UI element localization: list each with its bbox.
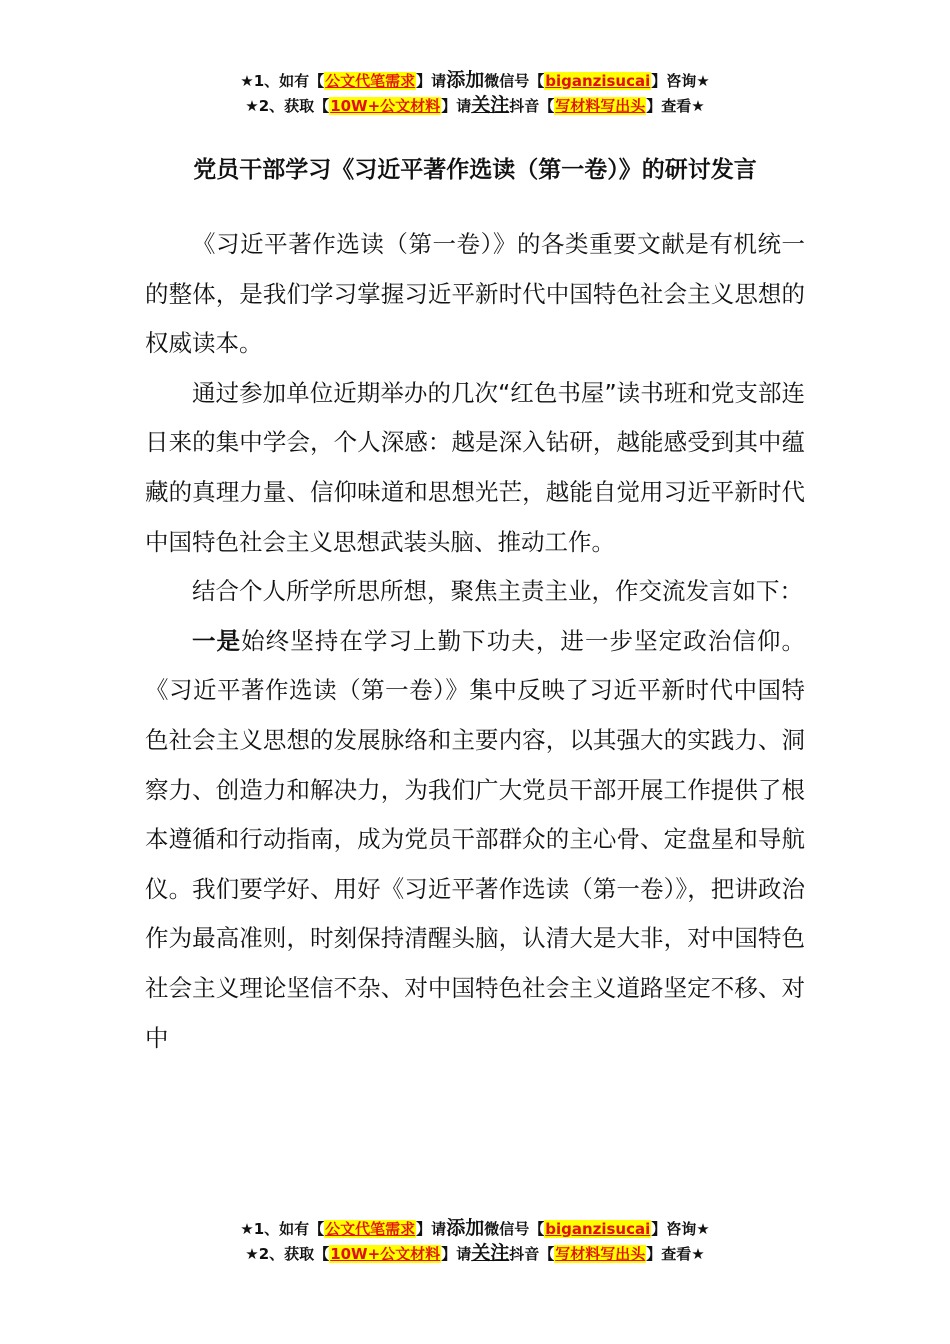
banner-line-1	[0, 68, 950, 93]
banner-highlight-douyin: 写材料写出头	[555, 97, 646, 115]
paragraph	[145, 567, 805, 617]
banner-emphasis: 添加	[446, 69, 485, 91]
banner-emphasis: 关注	[471, 94, 510, 116]
banner-highlight-service: 公文代笔需求	[325, 72, 416, 90]
banner-text: 】咨询★	[651, 72, 710, 90]
banner-text: 抖音【	[509, 97, 555, 115]
paragraph-text: 始终坚持在学习上勤下功夫，进一步坚定政治信仰。《习近平著作选读（第一卷）》集中反映了习近平新时代中国特色社会主义思想的发展脉络和主要内容，以其强大的实践力、洞察力、创造力和解决力，为我们广大党员干部开展工作提供了根本遵循和行动指南，成为党员干部群众的主心骨、定盘星和导航仪。我们要学好、用好《习近平著作选读（第一卷）》，把讲政治作为最高准则，时刻保持清醒头脑，认清大是大非，对中国特色社会主义理论坚信不杂、对中国特色社会主义道路坚定不移、对中	[145, 626, 805, 1052]
banner-line-2	[0, 93, 950, 118]
banner-highlight-materials: 10W+公文材料	[330, 97, 441, 115]
banner-line-2	[0, 1241, 950, 1266]
paragraph-text: 《习近平著作选读（第一卷）》的各类重要文献是有机统一的整体，是我们学习掌握习近平新时代中国特色社会主义思想的权威读本。	[145, 230, 805, 358]
banner-text: 】查看★	[646, 1245, 705, 1263]
banner-highlight-service: 公文代笔需求	[325, 1220, 416, 1238]
banner-highlight-douyin: 写材料写出头	[555, 1245, 646, 1263]
banner-text: 抖音【	[509, 1245, 555, 1263]
document-body	[145, 220, 805, 1063]
document-title: 党员干部学习《习近平著作选读（第一卷）》的研讨发言	[193, 157, 757, 183]
banner-text: 微信号【	[484, 72, 545, 90]
banner-text: 】查看★	[646, 97, 705, 115]
banner-highlight-materials: 10W+公文材料	[330, 1245, 441, 1263]
banner-text: ★2、获取【	[245, 97, 330, 115]
banner-text: 】咨询★	[651, 1220, 710, 1238]
banner-highlight-wechat: biganzisucai	[545, 72, 651, 90]
banner-text: 微信号【	[484, 1220, 545, 1238]
banner-text: 】请	[441, 97, 472, 115]
banner-text: ★1、如有【	[240, 72, 325, 90]
paragraph	[145, 617, 805, 1063]
banner-emphasis: 关注	[471, 1242, 510, 1264]
banner-text: 】请	[416, 1220, 447, 1238]
banner-text: ★2、获取【	[245, 1245, 330, 1263]
banner-line-1	[0, 1216, 950, 1241]
banner-text: 】请	[416, 72, 447, 90]
banner-highlight-wechat: biganzisucai	[545, 1220, 651, 1238]
banner-emphasis: 添加	[446, 1217, 485, 1239]
banner-text: 】请	[441, 1245, 472, 1263]
paragraph	[145, 220, 805, 369]
paragraph-text: 结合个人所学所思所想，聚焦主责主业，作交流发言如下：	[192, 577, 803, 606]
paragraph	[145, 369, 805, 567]
banner-text: ★1、如有【	[240, 1220, 325, 1238]
paragraph-lead: 一是	[192, 626, 242, 655]
bottom-banner	[0, 1216, 950, 1266]
paragraph-text: 通过参加单位近期举办的几次“红色书屋”读书班和党支部连日来的集中学会，个人深感：越是深入钻研，越能感受到其中蕴藏的真理力量、信仰味道和思想光芒，越能自觉用习近平新时代中国特色社会主义思想武装头脑、推动工作。	[145, 378, 805, 556]
top-banner	[0, 68, 950, 118]
